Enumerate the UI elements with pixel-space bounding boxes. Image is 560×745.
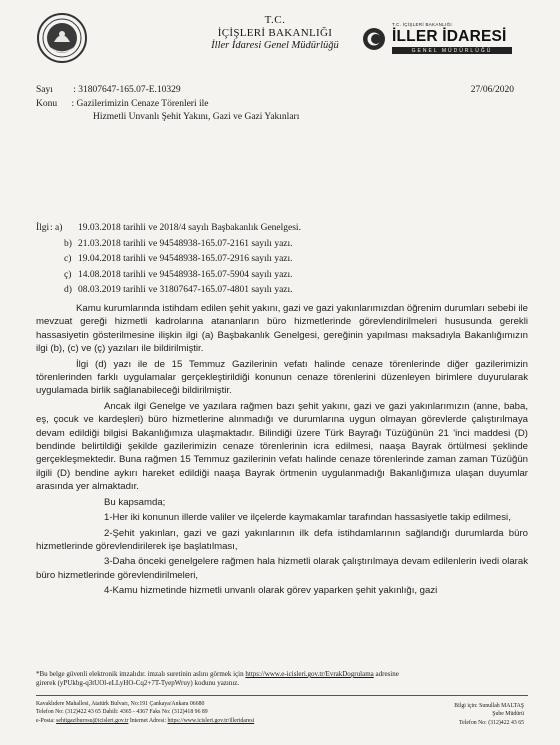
- verification-text: adresine: [373, 670, 399, 678]
- document-date: 27/06/2020: [470, 85, 514, 95]
- reference-key: d): [64, 285, 72, 295]
- email-label: e-Posta:: [36, 717, 57, 724]
- footer-contact-person: [454, 702, 524, 727]
- letterhead-ministry: İÇİŞLERİ BAKANLIĞI: [217, 27, 333, 39]
- reference-item: [36, 237, 301, 253]
- contact-name: Bilgi için: Sunullah MALTAŞ: [454, 703, 524, 709]
- verification-text: *Bu belge güvenli elektronik imzalıdır. imzalı suretinin aslını görmek için: [36, 670, 246, 678]
- reference-key: ç): [64, 269, 72, 280]
- contact-phone: Telefon No: (312)422 43 65: [459, 719, 524, 726]
- reference-text: 14.08.2018 tarihli ve 94548938-165.07-5904 sayılı yazı.: [78, 269, 293, 280]
- body-paragraph: 4-Kamu hizmetinde hizmetli unvanlı olarak görev yaparken şehit yakınlığı, gazi: [104, 585, 438, 597]
- sayi-value: : 31807647-165.07-E.10329: [73, 85, 181, 95]
- footer-address: [36, 700, 366, 725]
- footer-divider: [36, 695, 528, 696]
- footer-contact-links: [36, 717, 366, 725]
- body-paragraph: Ancak ilgi Genelge ve yazılara rağmen bazı şehit yakını, gazi ve gazi yakınlarımızın (anne, baba, eş, çocuk ve kardeşleri) büro hizmetlerine alınmadığı ve durumlarına uygun olmayan görevlerde çalıştırılmaya devam edildiği bilgisi Bakanlığımıza ulaşmaktadır. Bilindiği üzere Türk Bayrağı Tüzüğünün 21 'inci maddesi (D) bendinde belirtildiği şekilde gazilerimizin cenaze törenlerinin icra edilmesi, naaşa Bayrak örtülmesi şeklinde gerçekleşmektedir. Buna rağmen 15 Temmuz gazilerinin vefatı halinde cenaze törenlerinde zaman zaman Tüzüğün ilgili (D) bendine aykırı hareket edildiği naaşa Bayrak örtmenin uygulanmadığı Bakanlığımıza ulaşan duyumlar arasında yer almaktadır.: [36, 400, 528, 493]
- letterhead: [170, 14, 380, 51]
- email-link[interactable]: sehitgaziburosu@icisleri.gov.tr: [56, 717, 129, 724]
- logo-ministry-text: T.C. İÇİŞLERİ BAKANLIĞI: [392, 22, 452, 27]
- reference-label: İlgi: [36, 223, 50, 233]
- reference-list: [36, 221, 301, 299]
- letterhead-directorate: İller İdaresi Genel Müdürlüğü: [211, 40, 339, 51]
- document-number: [36, 85, 181, 95]
- body-paragraph: Bu kapsamda;: [104, 496, 166, 508]
- verification-text: girerek: [36, 679, 58, 687]
- logo-main-text: İLLER İDARESİ: [392, 28, 507, 45]
- reference-key: : a): [50, 223, 63, 233]
- konu-line2: Hizmetli Unvanlı Şehit Yakını, Gazi ve Gazi Yakınları: [93, 112, 300, 122]
- konu-line1: : Gazilerimizin Cenaze Törenleri ile: [71, 99, 209, 109]
- reference-item: [36, 283, 301, 299]
- ministry-seal-icon: [36, 12, 88, 64]
- body-paragraph: Kamu kurumlarında istihdam edilen şehit yakını, gazi ve gazi yakınlarımızdan öğrenim durumları sebebi ile mevzuat gereği hizmetli kadrolarına atananların büro hizmetlerinde görevlendirilmeleri hususunda gerekli hassasiyetin gösterilmesine ilişkin ilgi (a) Başbakanlık Genelgesi, gereğinin yapılması maksadıyla Bakanlığımızın ilgi (b), (c) ve (ç) yazıları ile bildirilmiştir.: [36, 303, 528, 355]
- reference-item: [36, 221, 301, 237]
- website-link[interactable]: https://www.icisleri.gov.tr/illeridaresi: [167, 717, 255, 724]
- reference-text: 19.04.2018 tarihli ve 94548938-165.07-2916 sayılı yazı.: [78, 254, 293, 264]
- footer-phone: Telefon No: (312)422 43 65 Dahili: 4365 - 4367 Faks No: (312)418 96 89: [36, 709, 208, 716]
- verification-text: kodunu yazınız.: [192, 679, 240, 687]
- body-paragraph: İlgi (d) yazı ile de 15 Temmuz Gazilerinin vefatı halinde cenaze törenlerinde diğer gazilerimizin törenlerinden farklı uygulamalar gerçekleştirildiği konunun cenaze törenlerini düzenleyen birimlere duyurularak uygulamada birlik sağlanabileceği bildirilmiştir.: [36, 358, 528, 397]
- logo-sub-text: GENEL MÜDÜRLÜĞÜ: [392, 47, 512, 54]
- body-paragraph: 3-Daha önceki genelgelere rağmen hala hizmetli olarak çalıştırılmaya devam edilenlerin ivedi olarak büro hizmetlerinde görevlendirilmeleri,: [36, 556, 528, 581]
- contact-title: Şube Müdürü: [492, 711, 524, 718]
- body-paragraph: 2-Şehit yakınları, gazi ve gazi yakınlarının ilk defa istihdamlarının sağlandığı durumlarda büro hizmetlerinde görevlendirilerek işe başlatılması,: [36, 527, 528, 552]
- sayi-label: Sayı: [36, 85, 53, 95]
- letter-body: [36, 302, 528, 600]
- reference-item: [36, 252, 301, 268]
- reference-text: 21.03.2018 tarihli ve 94548938-165.07-2161 sayılı yazı.: [78, 238, 293, 249]
- verification-note: [36, 670, 532, 688]
- verification-link[interactable]: https://www.e-icisleri.gov.tr/EvrakDogrulama: [245, 670, 374, 678]
- reference-text: 08.03.2019 tarihli ve 31807647-165.07-4801 sayılı yazı.: [78, 285, 293, 295]
- reference-key: b): [64, 238, 72, 249]
- body-paragraph: 1-Her iki konunun illerde valiler ve ilçelerde kaymakamlar tarafından hassasiyetle takip edilmesi,: [104, 512, 511, 524]
- reference-key: c): [64, 254, 72, 264]
- letterhead-tc: T.C.: [264, 14, 286, 26]
- konu-label: Konu: [36, 99, 58, 109]
- reference-item: [36, 268, 301, 284]
- subject: [36, 98, 456, 124]
- web-label: İnternet Adresi:: [128, 717, 168, 724]
- footer-address-line: Kavaklıdere Mahallesi, Atatürk Bulvarı, No:191 Çankaya/Ankara 06680: [36, 701, 205, 707]
- reference-text: 19.03.2018 tarihli ve 2018/4 sayılı Başbakanlık Genelgesi.: [78, 223, 301, 233]
- verification-code: (yPUkbg-q3tUOl-eLLyHO-Cq2+7T-TyepWruy): [57, 679, 193, 687]
